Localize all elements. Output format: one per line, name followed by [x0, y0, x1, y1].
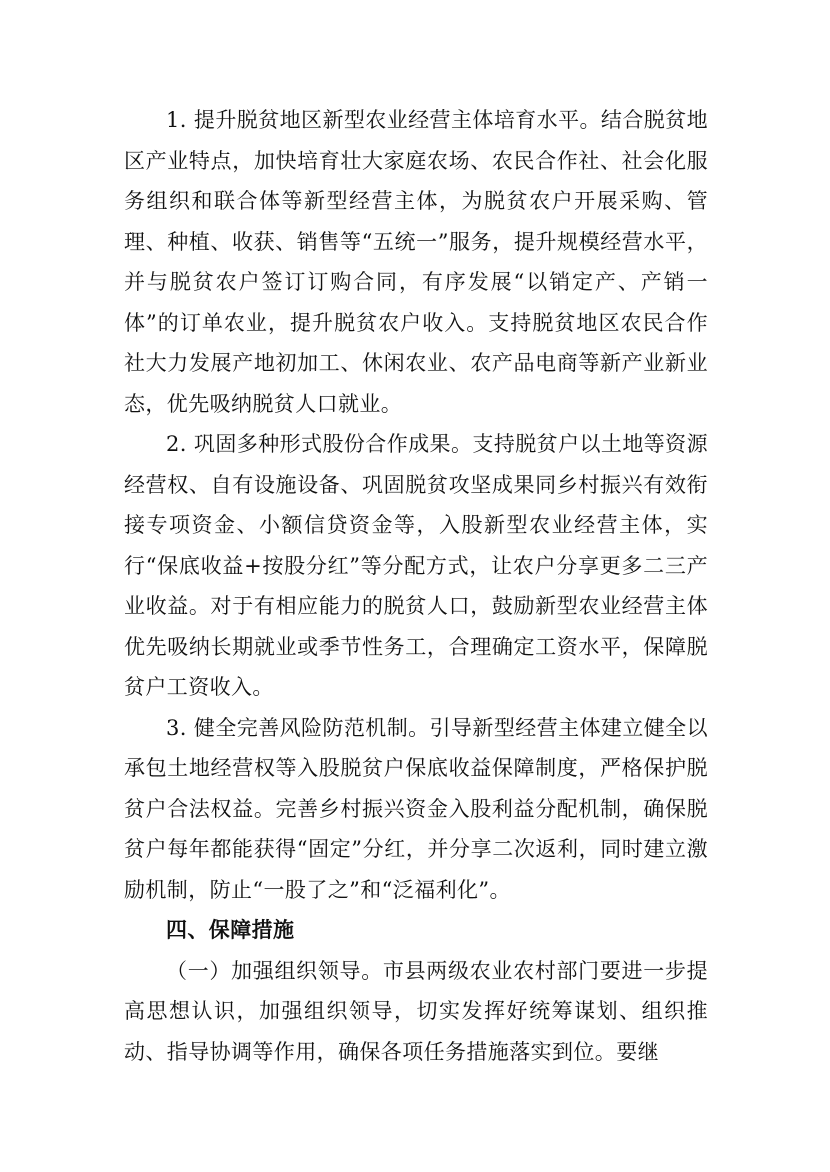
paragraph-3: 3. 健全完善风险防范机制。引导新型经营主体建立健全以承包土地经营权等入股脱贫户保底收益保障制度，严格保护脱贫户合法权益。完善乡村振兴资金入股利益分配机制，确保脱贫户每年都能获得“固定”分红，并分享二次返利，同时建立激励机制，防止“一股了之”和“泛福利化”。	[124, 715, 708, 902]
document-body	[124, 100, 708, 1072]
subsection-body: 市县两级农业农村部门要进一步提高思想认识，加强组织领导，切实发挥好统筹谋划、组织推动、指导协调等作用，确保各项任务措施落实到位。要继	[124, 958, 709, 1064]
paragraph-2: 2. 巩固多种形式股份合作成果。支持脱贫户以土地等资源经营权、自有设施设备、巩固脱贫攻坚成果同乡村振兴有效衔接专项资金、小额信贷资金等，入股新型农业经营主体，实行“保底收益+按股分红”等分配方式，让农户分享更多二三产业收益。对于有相应能力的脱贫人口，鼓励新型农业经营主体优先吸纳长期就业或季节性务工，合理确定工资水平，保障脱贫户工资收入。	[124, 432, 708, 699]
subsection-lead: （一）加强组织领导。	[166, 958, 383, 983]
subsection-paragraph	[124, 951, 708, 1073]
paragraph-1: 1. 提升脱贫地区新型农业经营主体培育水平。结合脱贫地区产业特点，加快培育壮大家庭农场、农民合作社、社会化服务组织和联合体等新型经营主体，为脱贫农户开展采购、管理、种植、收获、销售等“五统一”服务，提升规模经营水平，并与脱贫农户签订订购合同，有序发展“以销定产、产销一体”的订单农业，提升脱贫农户收入。支持脱贫地区农民合作社大力发展产地初加工、休闲农业、农产品电商等新产业新业态，优先吸纳脱贫人口就业。	[124, 108, 708, 416]
section-heading: 四、保障措施	[166, 918, 295, 942]
